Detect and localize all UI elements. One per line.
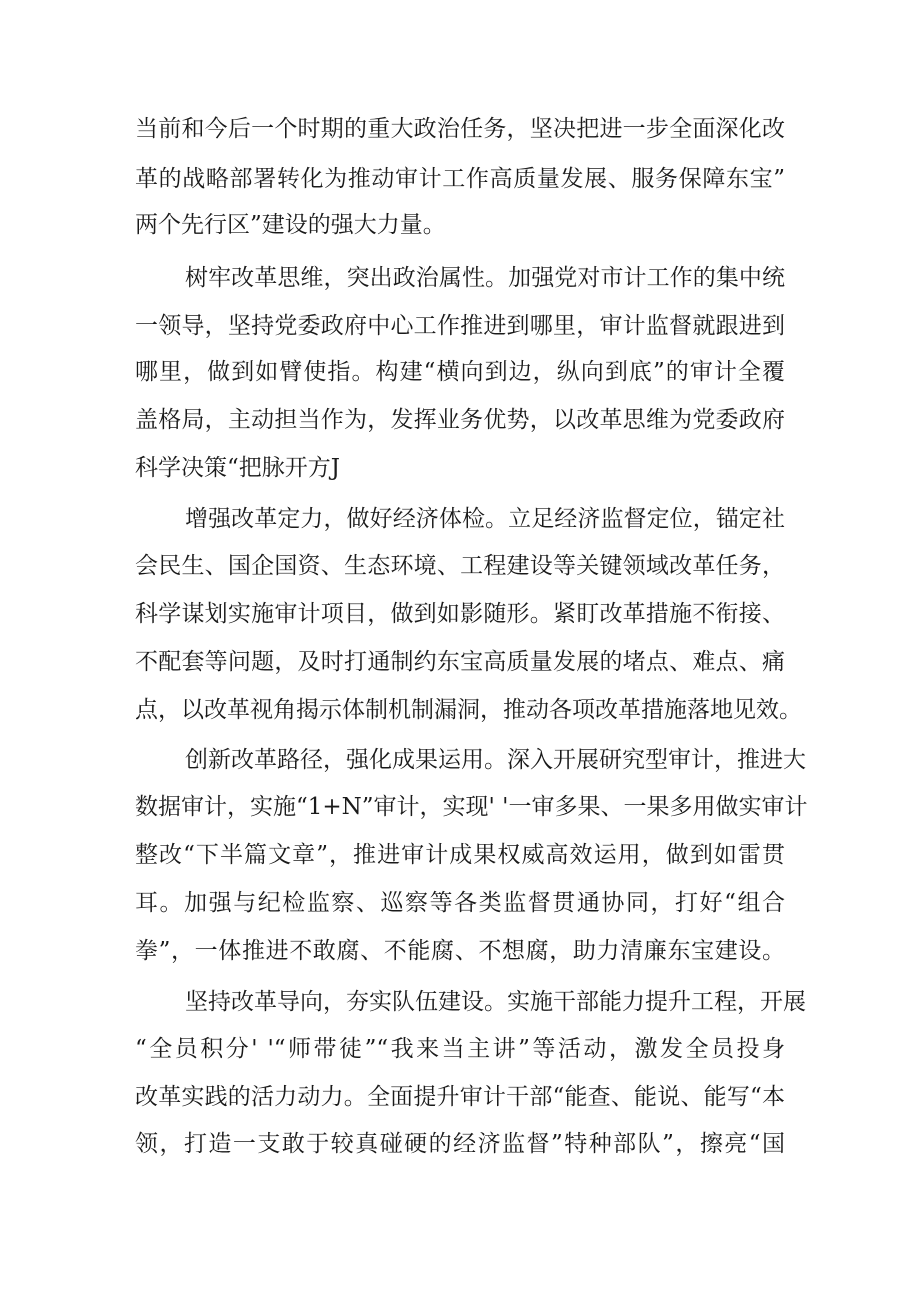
paragraph-first-line: 增强改革定力，做好经济体检。立足经济监督定位，锚定社 [185,506,785,532]
paragraph-line: 会民生、国企国资、生态环境、工程建设等关键领域改革任务， [135,553,785,579]
paragraph-line: 盖格局，主动担当作为，发挥业务优势，以改革思维为党委政府 [135,407,785,433]
paragraph-line: 革的战略部署转化为推动审计工作高质量发展、服务保障东宝” [135,166,785,192]
paragraph-first-line: 树牢改革思维，突出政治属性。加强党对市计工作的集中统 [185,265,785,291]
paragraph-line: 改革实践的活力动力。全面提升审计干部“能查、能说、能写“本 [135,1084,785,1110]
paragraph-line: 耳。加强与纪检监察、巡察等各类监督贯通协同，打好“组合 [135,890,785,916]
paragraph-first-line: 坚持改革导向，夯实队伍建设。实施干部能力提升工程，开展 [185,989,806,1015]
paragraph-line: 一领导，坚持党委政府中心工作推进到哪里，审计监督就跟进到 [135,313,785,339]
paragraph-line: 科学谋划实施审计项目，做到如影随形。紧盯改革措施不衔接、 [135,601,785,627]
paragraph-line: 领，打造一支敢于较真碰硬的经济监督”特种部队”，擦亮“国 [135,1131,785,1157]
paragraph-line: 哪里，做到如臂使指。构建“横向到边，纵向到底”的审计全覆 [135,359,785,385]
paragraph-line: 整改“下半篇文章”，推进审计成果权威高效运用，做到如雷贯 [135,842,785,868]
paragraph-line: 两个先行区”建设的强大力量。 [135,212,446,238]
paragraph-line: 拳”，一体推进不敢腐、不能腐、不想腐，助力清廉东宝建设。 [135,938,785,964]
paragraph-first-line: 创新改革路径，强化成果运用。深入开展研究型审计，推进大 [185,747,806,773]
paragraph-line: 当前和今后一个时期的重大政治任务，坚决把进一步全面深化改 [135,116,785,142]
paragraph-line: “全员积分' '“师带徒”“我来当主讲”等活动，激发全员投身 [135,1036,785,1062]
paragraph-line: 不配套等问题，及时打通制约东宝高质量发展的堵点、难点、痛 [135,649,785,675]
paragraph-line: 点，以改革视角揭示体制机制漏洞，推动各项改革措施落地见效。 [135,697,802,723]
paragraph-line: 数据审计，实施“1+N”审计，实现' '一审多果、一果多用做实审计 [135,794,808,820]
paragraph-line: 科学决策“把脉开方J [135,455,340,481]
